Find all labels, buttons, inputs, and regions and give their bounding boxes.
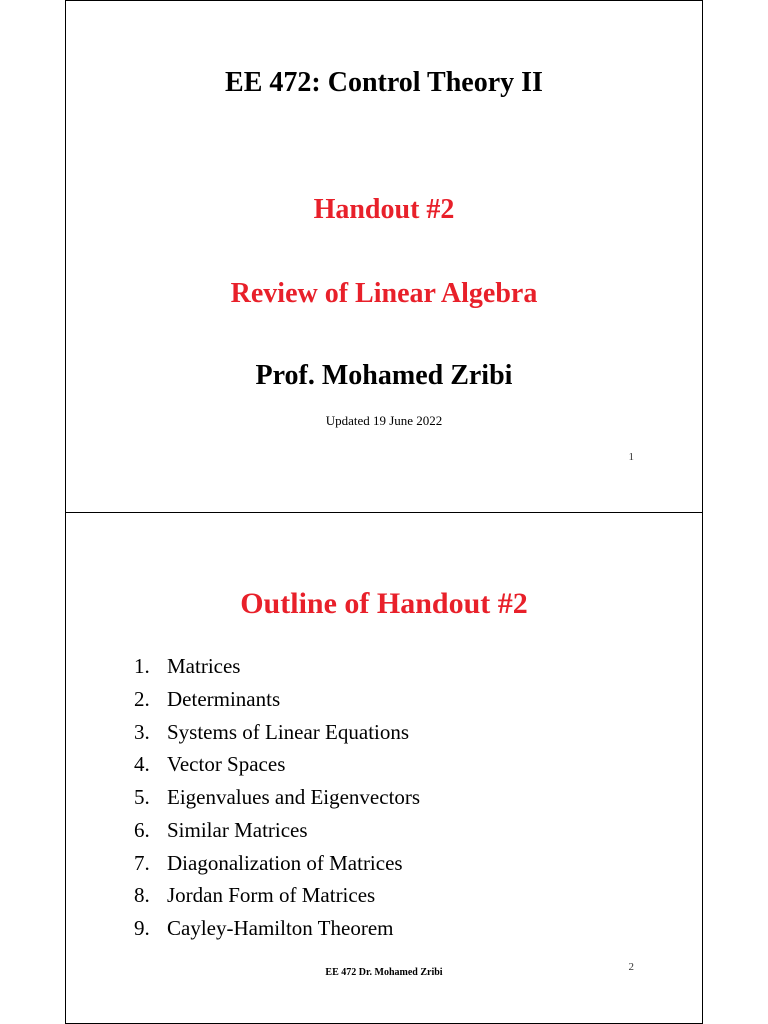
- outline-item-number: 3.: [134, 719, 150, 744]
- outline-list: [134, 650, 420, 945]
- outline-item-text: Cayley-Hamilton Theorem: [167, 916, 394, 940]
- outline-item: [134, 912, 420, 945]
- outline-item-number: 5.: [134, 785, 150, 809]
- outline-item-number: 4.: [134, 752, 150, 777]
- slide-footer: EE 472 Dr. Mohamed Zribi: [325, 967, 443, 978]
- handout-number: Handout #2: [313, 194, 455, 225]
- outline-item-number: 9.: [134, 916, 150, 940]
- outline-item: [134, 814, 420, 847]
- slide-2: [65, 512, 703, 1024]
- outline-item: [134, 683, 420, 716]
- outline-item-number: 1.: [134, 654, 150, 678]
- outline-item-number: 7.: [134, 850, 150, 875]
- outline-item-number: 6.: [134, 817, 150, 842]
- slide-1-page-number: 1: [628, 451, 634, 463]
- slide-1: [65, 0, 703, 513]
- outline-item-number: 8.: [134, 883, 150, 908]
- outline-item: [134, 847, 420, 880]
- outline-item-text: Matrices: [167, 654, 241, 678]
- outline-item-number: 2.: [134, 686, 150, 711]
- outline-item: [134, 781, 420, 814]
- outline-item-text: Diagonalization of Matrices: [167, 850, 403, 875]
- updated-date: Updated 19 June 2022: [325, 413, 443, 428]
- outline-item-text: Eigenvalues and Eigenvectors: [167, 785, 421, 809]
- outline-item-text: Similar Matrices: [167, 817, 308, 842]
- outline-item: [134, 716, 420, 749]
- outline-item: [134, 879, 420, 912]
- outline-item-text: Systems of Linear Equations: [167, 719, 410, 744]
- author-name: Prof. Mohamed Zribi: [255, 360, 513, 391]
- outline-item-text: Jordan Form of Matrices: [167, 883, 376, 908]
- outline-title: Outline of Handout #2: [240, 587, 528, 620]
- outline-item: [134, 748, 420, 781]
- slide-2-page-number: 2: [628, 961, 634, 973]
- outline-item-text: Determinants: [167, 686, 281, 711]
- outline-item: [134, 650, 420, 683]
- course-title: EE 472: Control Theory II: [225, 67, 543, 98]
- handout-subject: Review of Linear Algebra: [230, 278, 538, 309]
- outline-item-text: Vector Spaces: [167, 752, 286, 777]
